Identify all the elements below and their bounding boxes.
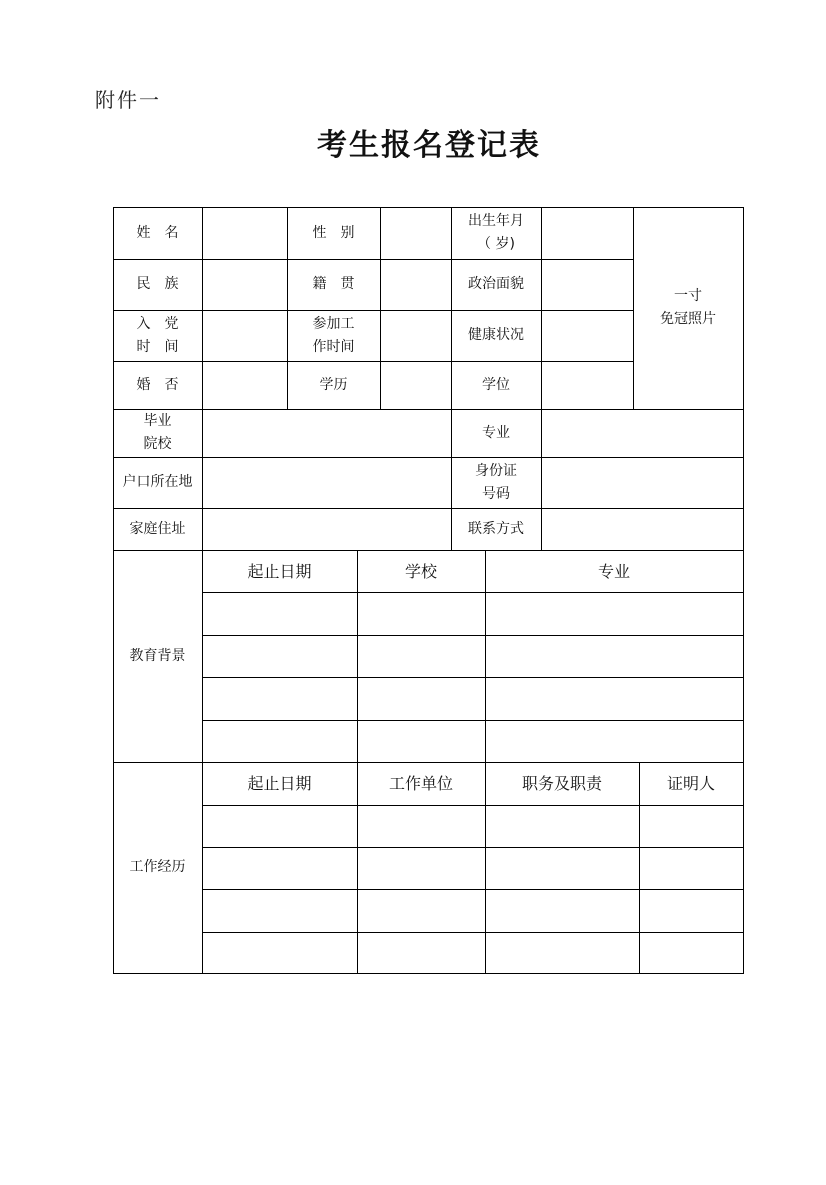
education-row-field[interactable] (486, 678, 743, 720)
education-background-label-text: 教育背景 (129, 647, 186, 664)
work-start-time-label (287, 310, 380, 361)
work-row-field[interactable] (486, 848, 639, 889)
birth-date-label-text: 出生年月 （ 岁) (468, 213, 524, 252)
graduate-school-field[interactable] (203, 410, 451, 457)
party-join-time-label-text: 入 党 时 间 (136, 315, 179, 355)
work-row-field[interactable] (358, 890, 485, 932)
id-number-label (451, 457, 541, 508)
work-row-field[interactable] (358, 806, 485, 847)
contact-label-text: 联系方式 (468, 520, 524, 537)
work-start-time-field[interactable] (381, 311, 451, 361)
work-row-field[interactable] (640, 848, 743, 889)
form-title: 考生报名登记表 (317, 128, 541, 163)
work-row-field[interactable] (203, 848, 357, 889)
work-start-time-label-text: 参加工 作时间 (312, 315, 355, 355)
work-column-header (357, 762, 485, 805)
address-label-text: 家庭住址 (129, 520, 186, 537)
work-row-field[interactable] (486, 806, 639, 847)
political-status-field[interactable] (542, 260, 633, 310)
work-column-header (485, 762, 639, 805)
marital-status-label (113, 361, 202, 409)
degree-label-text: 学位 (482, 376, 510, 393)
birth-date-label (451, 207, 541, 259)
health-field[interactable] (542, 311, 633, 361)
contact-label (451, 508, 541, 550)
graduate-school-label-text: 毕业 院校 (143, 413, 172, 452)
education-row-field[interactable] (203, 721, 357, 762)
work-column-header (639, 762, 743, 805)
education-field[interactable] (381, 362, 451, 409)
ethnicity-label (113, 259, 202, 310)
name-label (113, 207, 202, 259)
id-number-field[interactable] (542, 458, 743, 508)
id-number-label-text: 身份证 号码 (475, 462, 517, 502)
education-row-field[interactable] (358, 721, 485, 762)
political-status-label (451, 259, 541, 310)
contact-field[interactable] (542, 509, 743, 550)
work-row-field[interactable] (640, 933, 743, 973)
name-field[interactable] (203, 208, 287, 259)
party-join-time-label (113, 310, 202, 361)
work-row-field[interactable] (640, 806, 743, 847)
grid-line (743, 207, 744, 974)
work-row-field[interactable] (203, 806, 357, 847)
name-label-text: 姓 名 (136, 224, 179, 241)
education-row-field[interactable] (203, 636, 357, 677)
gender-label (287, 207, 380, 259)
degree-label (451, 361, 541, 409)
graduate-school-label (113, 409, 202, 457)
hukou-label-text: 户口所在地 (122, 474, 193, 490)
birth-date-field[interactable] (542, 208, 633, 259)
political-status-label-text: 政治面貌 (468, 276, 524, 292)
work-row-field[interactable] (358, 848, 485, 889)
work-row-field[interactable] (486, 933, 639, 973)
gender-field[interactable] (381, 208, 451, 259)
education-row-field[interactable] (486, 721, 743, 762)
gender-label-text: 性 别 (312, 224, 355, 241)
grid-line (113, 973, 744, 974)
education-row-field[interactable] (358, 593, 485, 635)
education-column-header-text: 专业 (597, 561, 630, 581)
health-label-text: 健康状况 (468, 327, 524, 343)
major-label-text: 专业 (482, 424, 510, 441)
major-field[interactable] (542, 410, 743, 457)
education-label-text: 学历 (319, 376, 348, 393)
education-row-field[interactable] (203, 593, 357, 635)
address-label (113, 508, 202, 550)
education-row-field[interactable] (203, 678, 357, 720)
education-column-header (202, 550, 357, 592)
ethnicity-field[interactable] (203, 260, 287, 310)
education-background-label (113, 550, 202, 762)
education-row-field[interactable] (358, 678, 485, 720)
work-experience-label (113, 762, 202, 973)
ethnicity-label-text: 民 族 (136, 276, 179, 292)
hukou-field[interactable] (203, 458, 451, 508)
education-row-field[interactable] (358, 636, 485, 677)
hukou-label (113, 457, 202, 508)
work-experience-label-text: 工作经历 (129, 859, 186, 875)
education-column-header (357, 550, 485, 592)
education-column-header-text: 学校 (404, 561, 437, 581)
photo-box (633, 207, 743, 409)
native-place-field[interactable] (381, 260, 451, 310)
address-field[interactable] (203, 509, 451, 550)
marital-status-field[interactable] (203, 362, 287, 409)
work-row-field[interactable] (203, 890, 357, 932)
work-row-field[interactable] (486, 890, 639, 932)
photo-box-text: 一寸 免冠照片 (660, 288, 716, 327)
education-column-header (485, 550, 743, 592)
work-column-header-text: 工作单位 (388, 774, 453, 793)
major-label (451, 409, 541, 457)
work-column-header-text: 起止日期 (247, 774, 312, 793)
education-column-header-text: 起止日期 (247, 561, 312, 581)
degree-field[interactable] (542, 362, 633, 409)
work-row-field[interactable] (203, 933, 357, 973)
party-join-time-field[interactable] (203, 311, 287, 361)
native-place-label (287, 259, 380, 310)
work-row-field[interactable] (358, 933, 485, 973)
education-label (287, 361, 380, 409)
marital-status-label-text: 婚 否 (136, 376, 179, 393)
work-column-header (202, 762, 357, 805)
work-row-field[interactable] (640, 890, 743, 932)
work-column-header-text: 职务及职责 (521, 774, 602, 793)
health-label (451, 310, 541, 361)
native-place-label-text: 籍 贯 (312, 276, 355, 292)
education-row-field[interactable] (486, 636, 743, 677)
work-column-header-text: 证明人 (666, 774, 715, 793)
education-row-field[interactable] (486, 593, 743, 635)
attachment-label: 附件一 (95, 88, 161, 112)
